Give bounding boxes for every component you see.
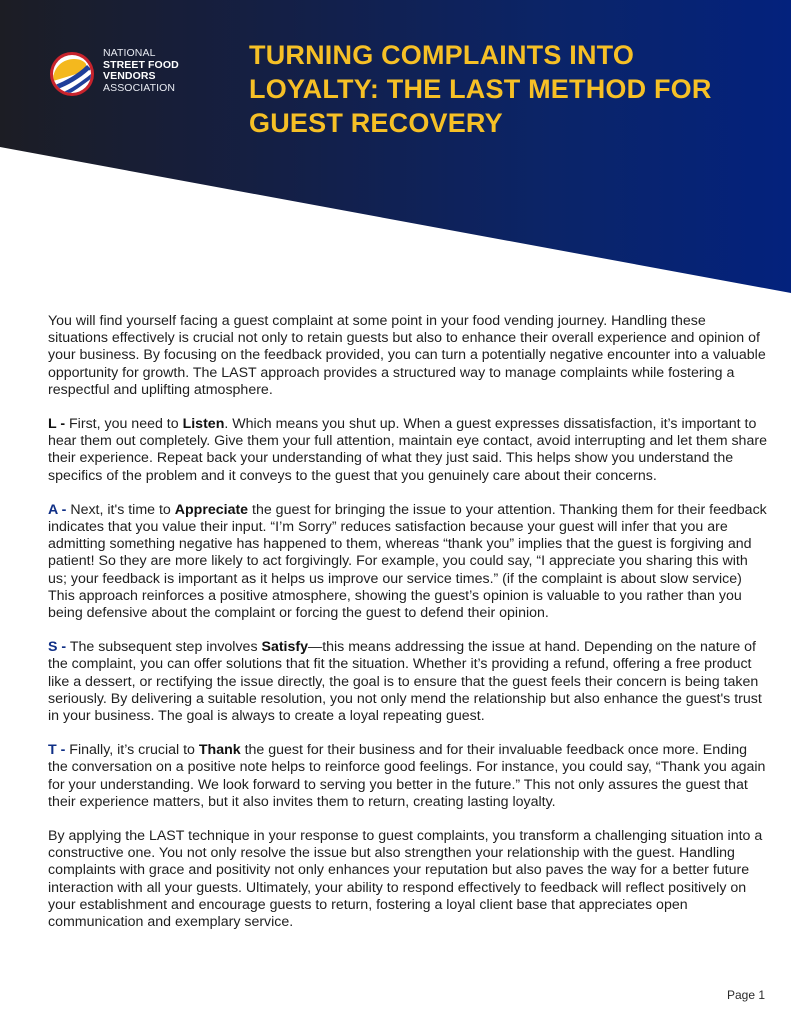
conclusion-paragraph: By applying the LAST technique in your response to guest complaints, you transform a challenging situation into a constructive one. You not only resolve the issue but also strengthen your relationship with the guest. Handling complaints with grace and positivity not only enhances your reputation but also paves the way for a better future interaction with all your guests. Ultimately, your ability to respond effectively to feedback will reflect positively on your establishment and encourage guests to return, fostering a loyal client base that appreciates open communication and exemplary service. — [48, 828, 763, 931]
step-text: The subsequent step involves — [66, 639, 262, 656]
step-letter: S - — [48, 639, 67, 656]
step-text: . Which means you shut up. When a guest expresses dissatisfaction, it’s important to hear them out completely. Give them your full attention, maintain eye contact, avoid interrupting and let them share their experience. Repeat back your understanding of what they just said. This helps show you understand the specifics of the problem and it conveys to the guest that you genuinely care about their concerns. — [48, 416, 767, 484]
sun-road-logo-icon — [49, 51, 95, 97]
organization-name — [103, 48, 179, 94]
step-appreciate-paragraph — [48, 502, 768, 622]
step-keyword: Satisfy — [261, 639, 309, 656]
step-letter: L - — [48, 416, 66, 433]
page-number: Page 1 — [727, 988, 766, 1002]
step-satisfy-paragraph — [48, 639, 768, 725]
step-letter: T - — [48, 742, 66, 759]
article-body — [48, 313, 768, 948]
step-listen-paragraph — [48, 416, 768, 485]
step-text: the guest for their business and for their invaluable feedback once more. Ending the conversation on a positive note helps to reinforce good feelings. For instance, you could say, “Thank you again for your understanding. We look forward to serving you better in the future.” This not only assures the guest that their experience matters, but it also invites them to return, creating lasting loyalty. — [48, 742, 766, 810]
step-keyword: Appreciate — [174, 501, 249, 518]
step-text: First, you need to — [65, 416, 183, 433]
step-thank-paragraph — [48, 742, 768, 811]
org-name-line-3: VENDORS — [103, 70, 156, 82]
step-keyword: Thank — [198, 742, 241, 759]
step-letter: A - — [48, 501, 67, 518]
page-title: TURNING COMPLAINTS INTO LOYALTY: THE LAST METHOD FOR GUEST RECOVERY — [249, 40, 712, 138]
step-text: Next, it's time to — [66, 501, 175, 518]
org-name-line-1: NATIONAL — [103, 47, 156, 59]
step-text: —this means addressing the issue at hand. Depending on the nature of the complaint, you can offer solutions that fit the situation. Whether it’s providing a refund, offering a free product like a dessert, or rectifying the issue directly, the goal is to ensure that the guest feels their concern is being taken seriously. By delivering a suitable resolution, you not only mend the relationship but also enhance the guest's trust in your business. The goal is always to create a loyal repeating guest. — [48, 639, 762, 725]
intro-paragraph: You will find yourself facing a guest complaint at some point in your food vending journey. Handling these situations effectively is crucial not only to retain guests but also to enhance their overall experience and opinion of your business. By focusing on the feedback provided, you can turn a potentially negative encounter into a valuable opportunity for growth. The LAST approach provides a structured way to manage complaints while fostering a respectful and uplifting atmosphere. — [48, 313, 766, 398]
step-keyword: Listen — [182, 416, 225, 433]
org-name-line-2: STREET FOOD — [103, 58, 179, 71]
step-text: the guest for bringing the issue to your attention. Thanking them for their feedback indicates that you value their input. “I’m Sorry” reduces satisfaction because your guest will infer that you are admitting something negative has happened to them, whereas “thank you” implies that the guest is forgiving and patient! So they are more likely to act forgivingly. For example, you could say, “I appreciate you sharing this with us; your feedback is important as it helps us improve our service times.” (if the complaint is about slow service) This approach reinforces a positive atmosphere, showing the guest’s opinion is valuable to you rather than you being defensive about the complaint or forcing the guest to defend their opinion. — [48, 501, 767, 622]
org-name-line-4: ASSOCIATION — [103, 81, 176, 94]
step-text: Finally, it’s crucial to — [65, 742, 199, 759]
